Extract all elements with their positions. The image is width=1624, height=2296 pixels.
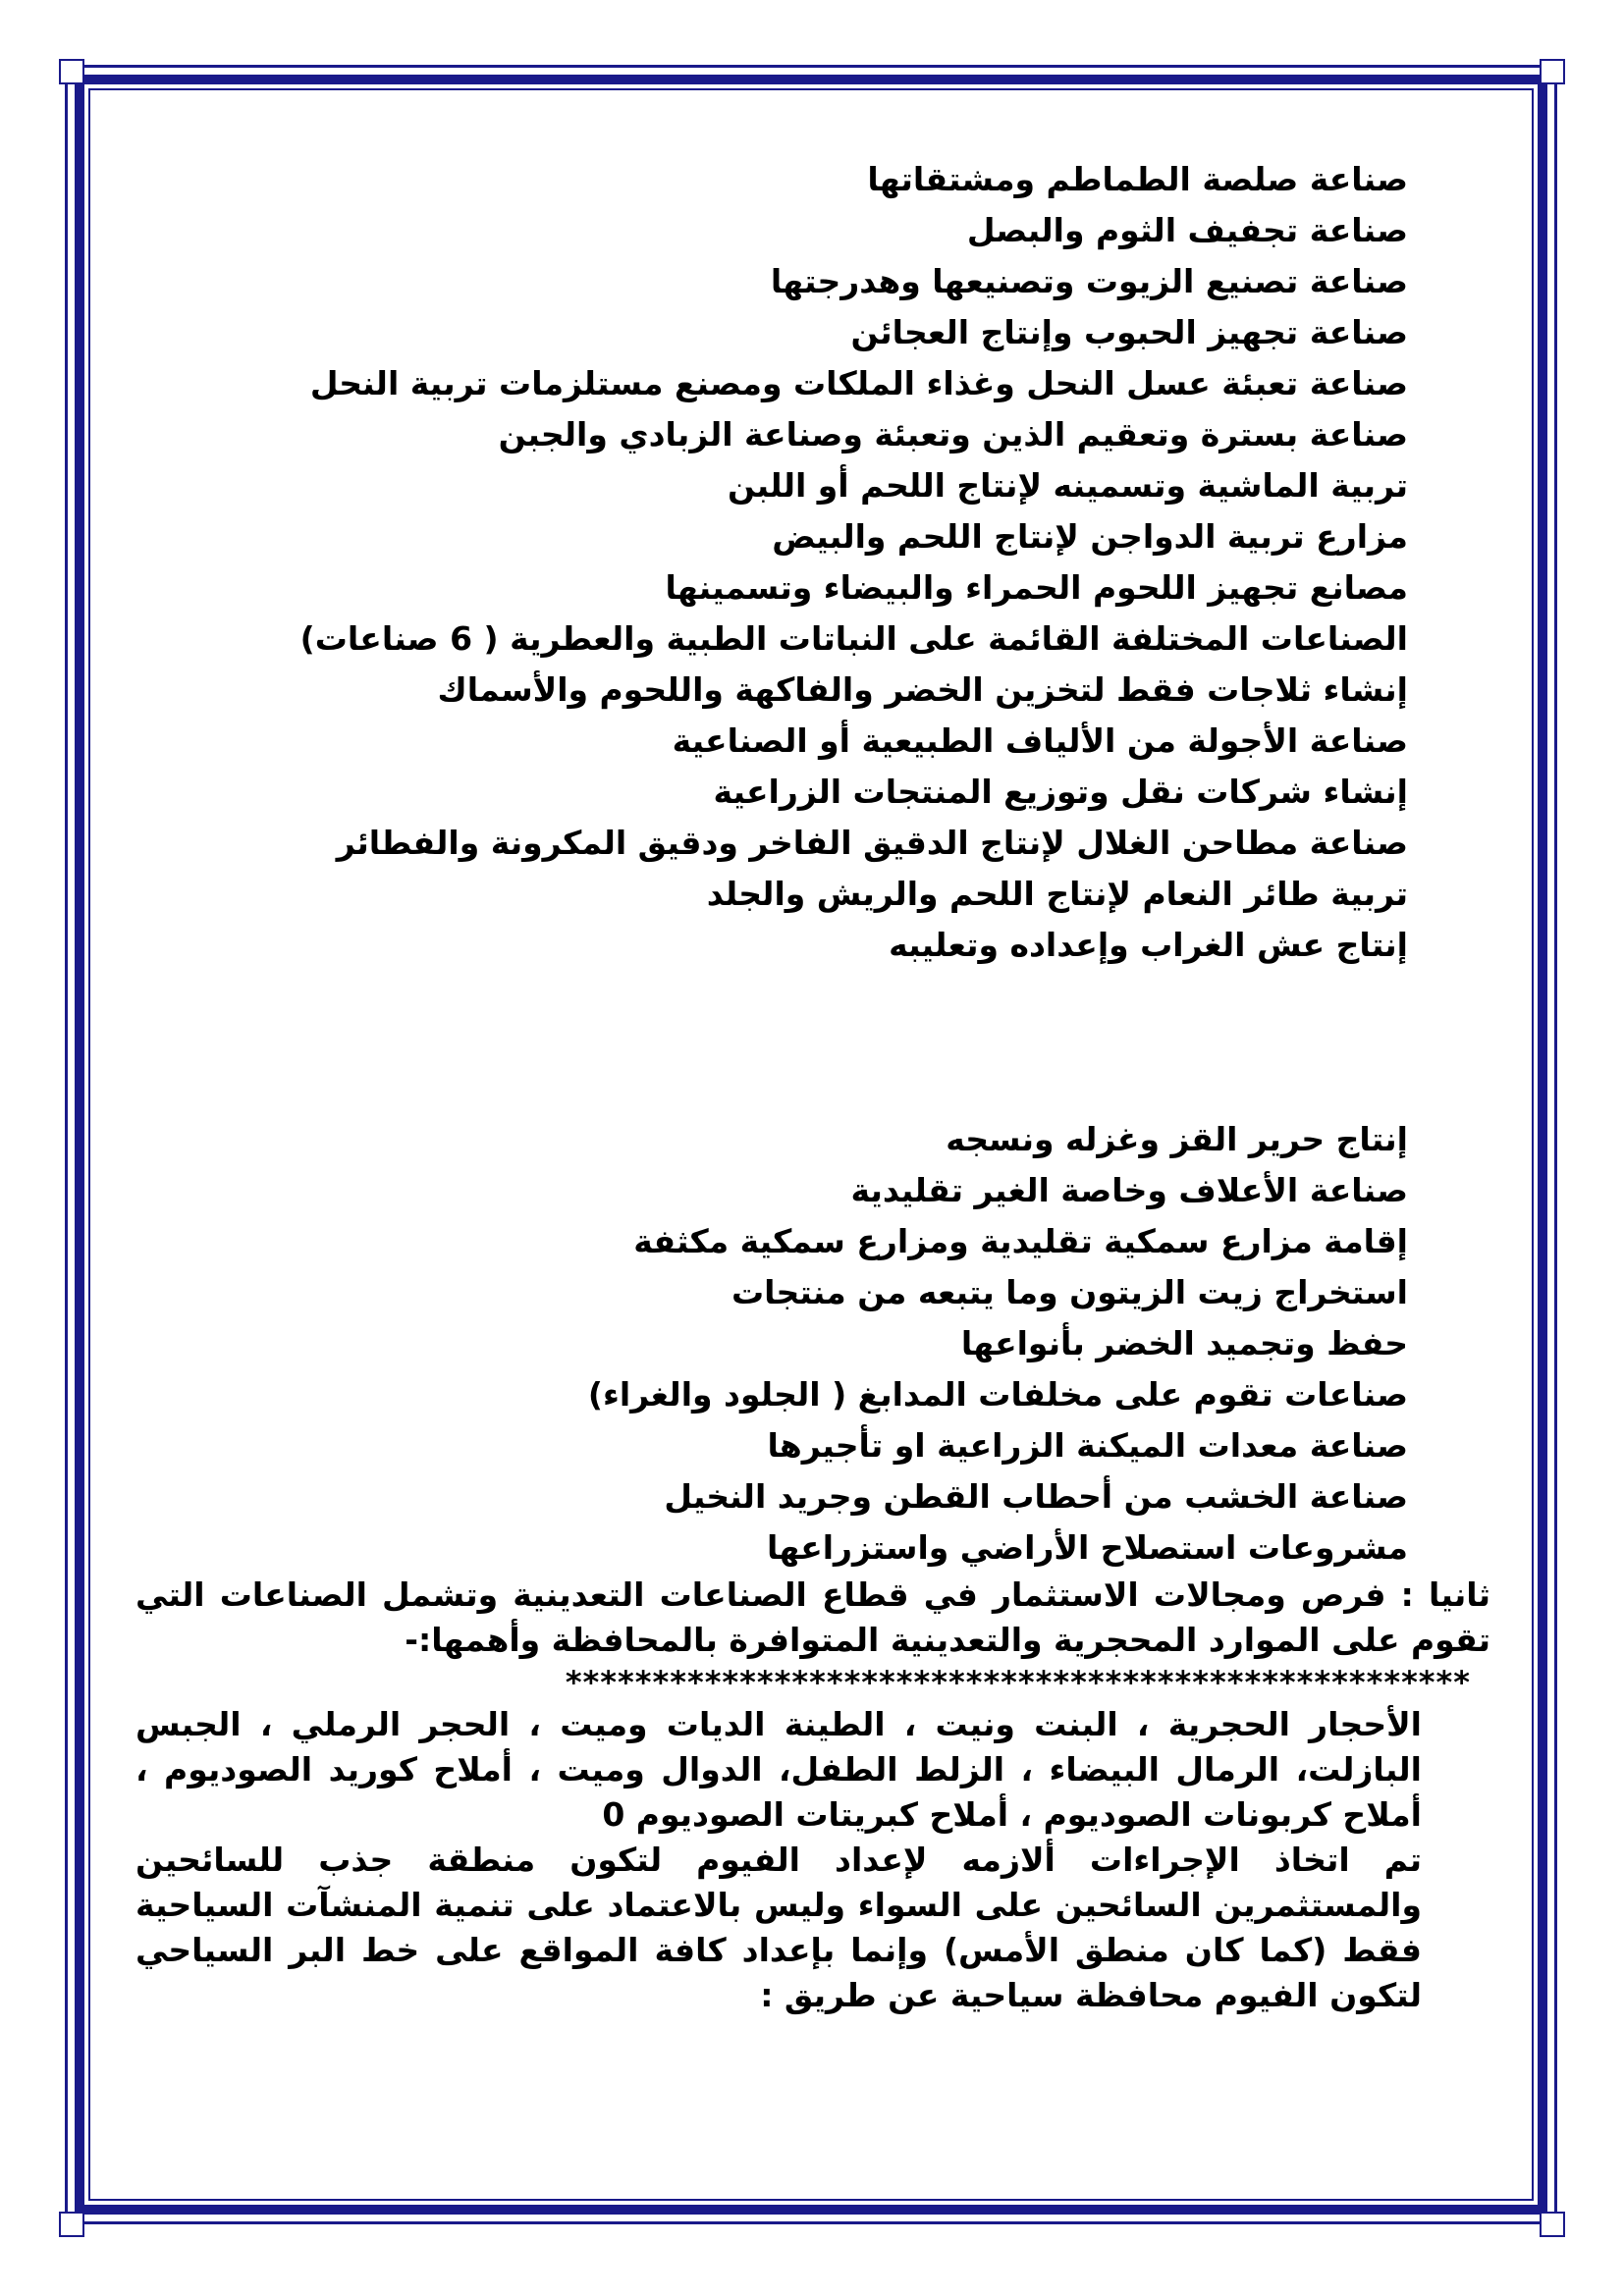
list-item: إنشاء ثلاجات فقط لتخزين الخضر والفاكهة واللحوم والأسماك: [437, 670, 1408, 709]
border-corner-ornament: [59, 59, 84, 84]
list-item: صناعة مطاحن الغلال لإنتاج الدقيق الفاخر ودقيق المكرونة والفطائر: [336, 824, 1408, 862]
list-item: صناعة تصنيع الزيوت وتصنيعها وهدرجتها: [770, 262, 1408, 300]
list-item: صناعة بسترة وتعقيم الذين وتعبئة وصناعة الزبادي والجبن: [498, 415, 1408, 454]
list-item: صناعة تعبئة عسل النحل وغذاء الملكات ومصنع مستلزمات تربية النحل: [309, 364, 1408, 402]
list-item: إنتاج عش الغراب وإعداده وتعليبه: [889, 926, 1408, 964]
list-item: صناعة معدات الميكنة الزراعية او تأجيرها: [767, 1426, 1408, 1465]
list-item: صناعات تقوم على مخلفات المدابغ ( الجلود والغراء): [587, 1375, 1408, 1414]
list-item: حفظ وتجميد الخضر بأنواعها: [960, 1324, 1408, 1362]
agro-industries-list: [53, 154, 1408, 971]
list-item: إنتاج حرير القز وغزله ونسجه: [946, 1120, 1408, 1158]
list-item: استخراج زيت الزيتون وما يتبعه من منتجات: [731, 1273, 1408, 1311]
tourism-paragraph: تم اتخاذ الإجراءات ألازمه لإعداد الفيوم لتكون منطقة جذب للسائحين والمستثمرين السائحين على السواء وليس بالاعتماد على تنمية المنشآت السياحية فقط (كما كان منطق الأمس) وإنما بإعداد كافة المواقع على خط البر السياحي لتكون الفيوم محافظة سياحية عن طريق :: [135, 1841, 1422, 2014]
border-corner-ornament: [59, 2212, 84, 2237]
separator-line: ****************************************************: [565, 1664, 1471, 1701]
border-corner-ornament: [1540, 2212, 1565, 2237]
list-item: صناعة الأجولة من الألياف الطبيعية أو الصناعية: [672, 721, 1408, 760]
list-item: إقامة مزارع سمكية تقليدية ومزارع سمكية مكثفة: [633, 1222, 1408, 1260]
list-item: صناعة الأعلاف وخاصة الغير تقليدية: [850, 1171, 1408, 1209]
list-item: صناعة صلصة الطماطم ومشتقاتها: [867, 160, 1408, 198]
list-item: تربية طائر النعام لإنتاج اللحم والريش والجلد: [706, 875, 1408, 913]
list-item: تربية الماشية وتسمينه لإنتاج اللحم أو اللبن: [727, 466, 1408, 505]
border-corner-ornament: [1540, 59, 1565, 84]
list-item: صناعة تجهيز الحبوب وإنتاج العجائن: [850, 313, 1408, 351]
list-item: مشروعات استصلاح الأراضي واستزراعها: [767, 1528, 1408, 1567]
mining-section: [135, 1573, 1490, 2018]
agro-industries-list-continued: [53, 1114, 1408, 1574]
list-item: صناعة الخشب من أحطاب القطن وجريد النخيل: [664, 1477, 1408, 1516]
list-item: إنشاء شركات نقل وتوزيع المنتجات الزراعية: [713, 773, 1408, 811]
list-item: الصناعات المختلفة القائمة على النباتات الطبية والعطرية ( 6 صناعات): [299, 619, 1408, 658]
materials-paragraph: الأحجار الحجرية ، البنت ونيت ، الطينة الديات وميت ، الحجر الرملي ، الجبس البازلت، الرمال البيضاء ، الزلط الطفل، الدوال وميت ، أملاح كوريد الصوديوم ، أملاح كربونات الصوديوم ، أملاح كبريتات الصوديوم 0: [135, 1705, 1422, 1834]
list-item: صناعة تجفيف الثوم والبصل: [966, 211, 1408, 249]
list-item: مزارع تربية الدواجن لإنتاج اللحم والبيض: [772, 517, 1408, 556]
section-heading: ثانيا : فرص ومجالات الاستثمار في قطاع الصناعات التعدينية وتشمل الصناعات التي تقوم على الموارد المحجرية والتعدينية المتوافرة بالمحافظة وأهمها:-: [135, 1575, 1490, 1659]
list-item: مصانع تجهيز اللحوم الحمراء والبيضاء وتسمينها: [665, 568, 1408, 607]
